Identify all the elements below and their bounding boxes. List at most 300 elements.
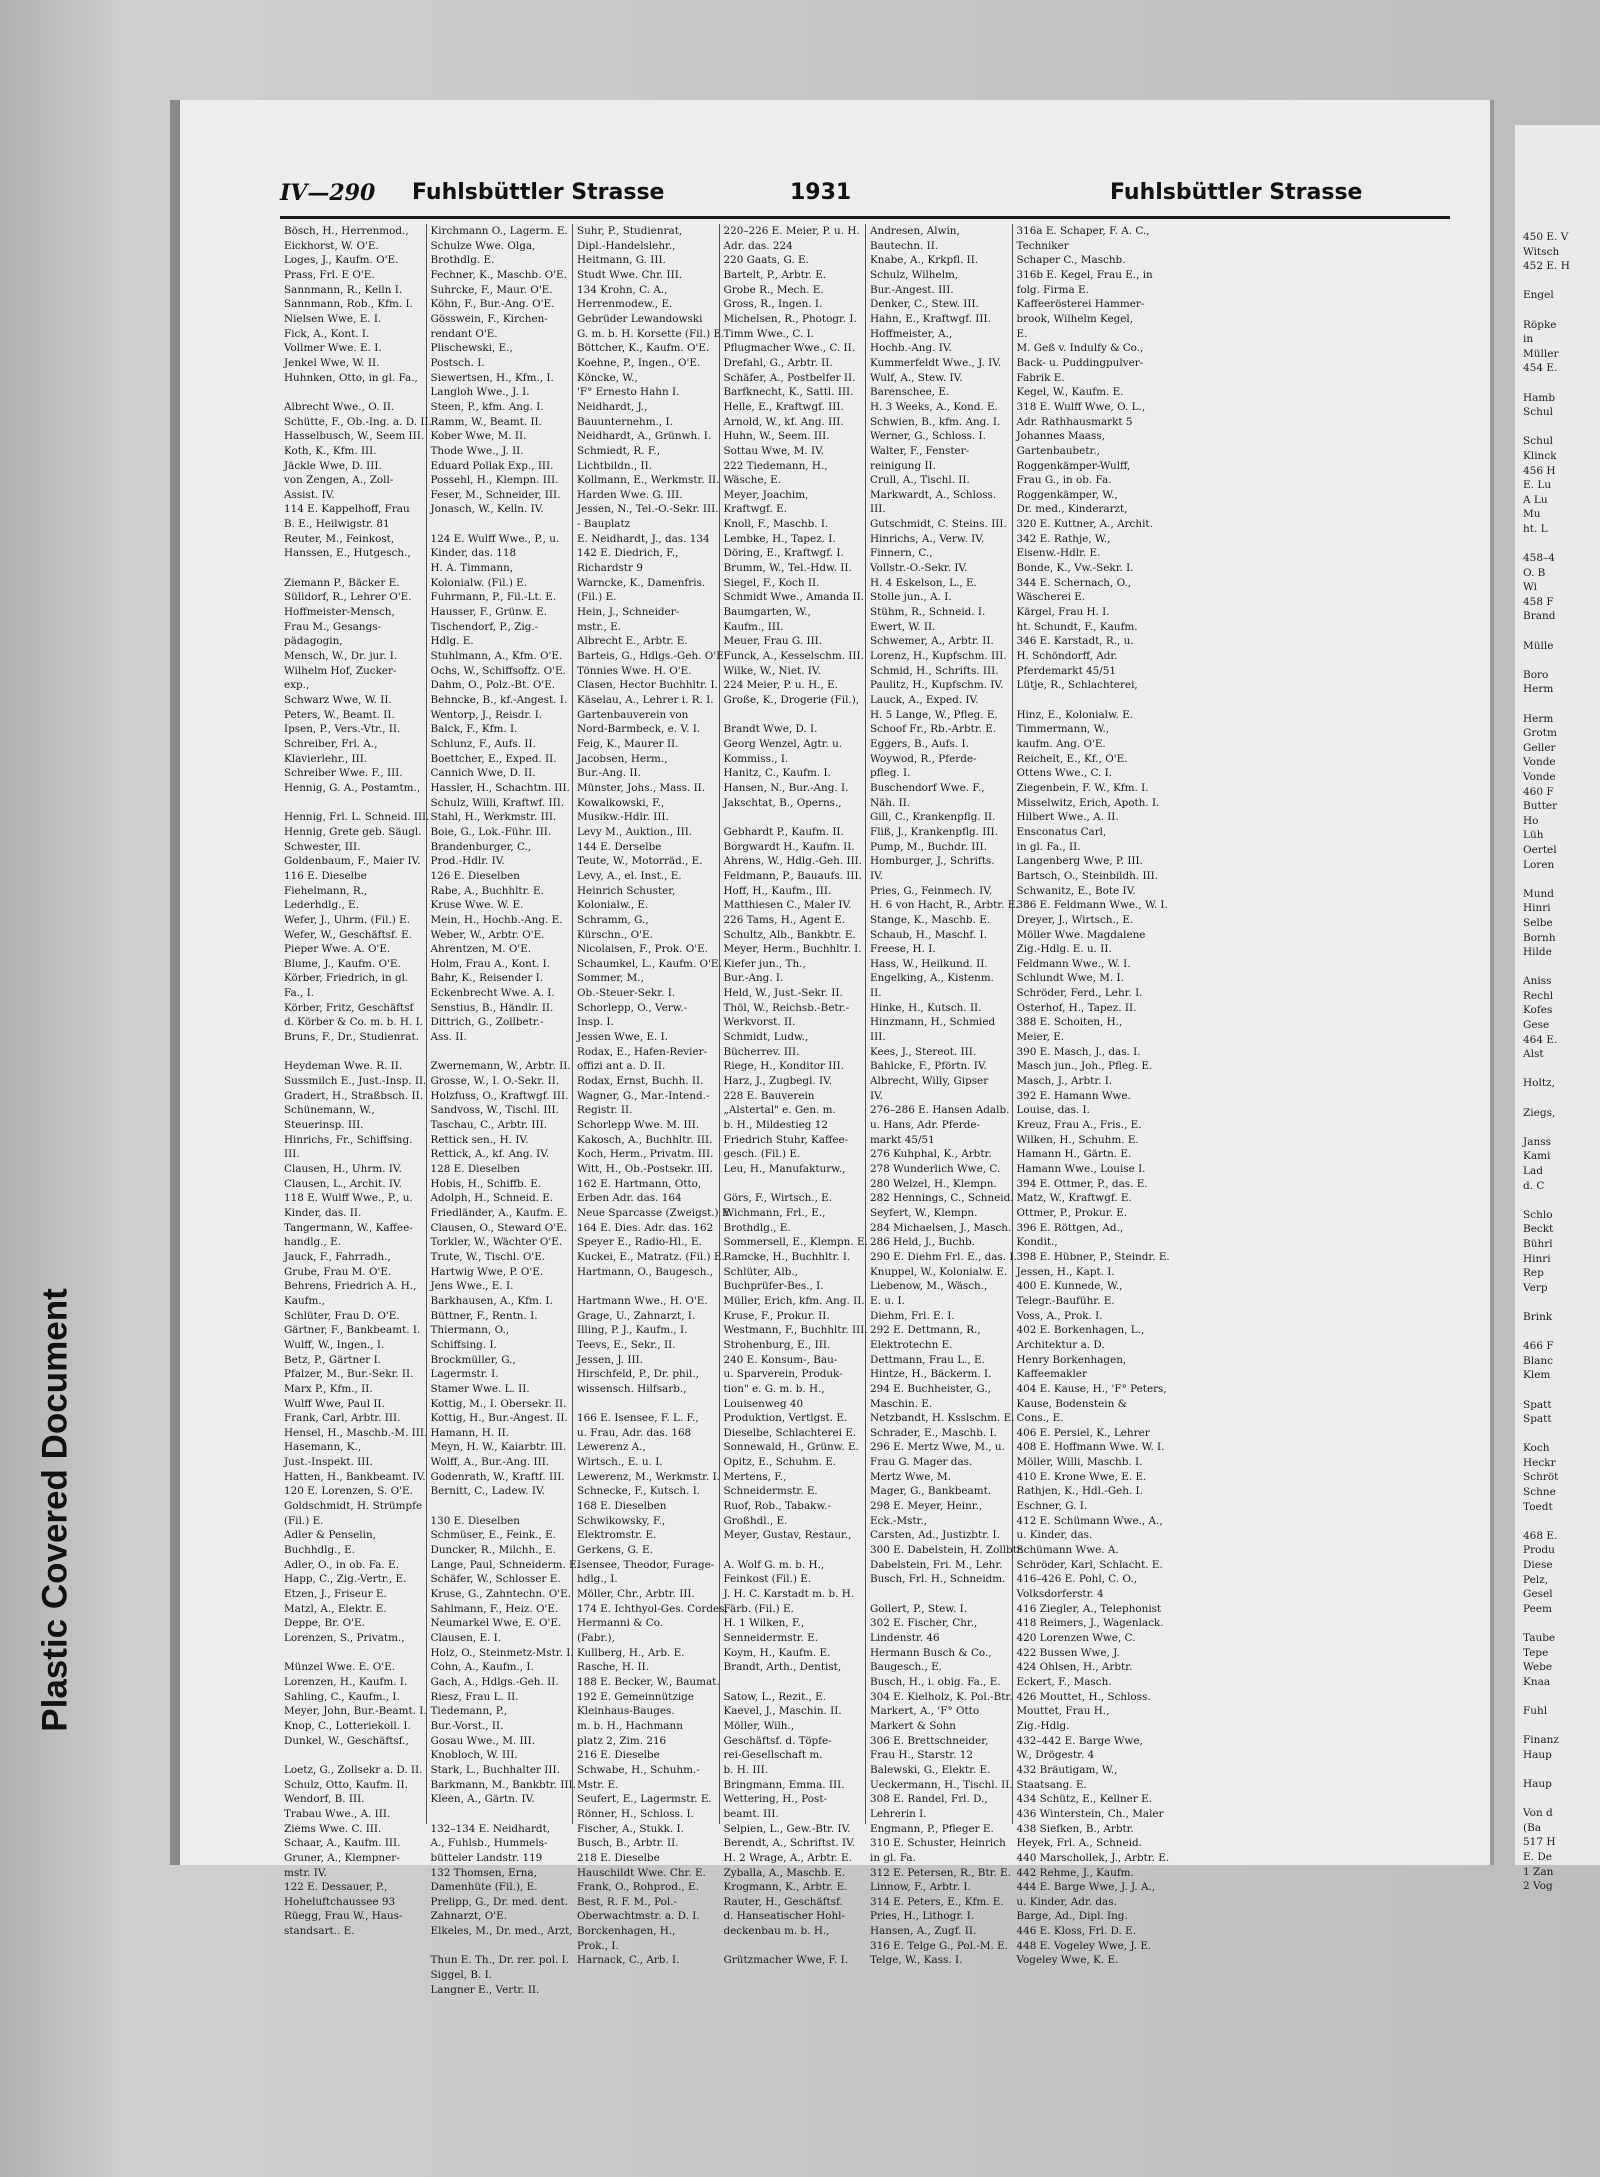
directory-entry: Oberwachtmstr. a. D. I.: [577, 1910, 700, 1923]
directory-entry: folg. Firma E.: [1016, 283, 1089, 296]
facing-entry: [1523, 1514, 1600, 1529]
directory-entry: Hoffmeister, A.,: [870, 327, 953, 340]
directory-entry: Elektromstr. E.: [577, 1529, 657, 1542]
facing-entry: Kofes: [1523, 1004, 1553, 1017]
facing-entry: Röpke: [1523, 318, 1557, 331]
directory-entry: Hennig, Grete geb. Säugl.: [284, 825, 422, 838]
directory-entry: Ensconatus Carl,: [1016, 825, 1107, 838]
directory-entry: Ramm, W., Beamt. II.: [430, 415, 542, 428]
directory-entry: Heitmann, G. III.: [577, 254, 666, 267]
directory-entry: [284, 385, 423, 400]
directory-entry: Siewertsen, H., Kfm., I.: [430, 371, 554, 384]
directory-entry: Lorenz, H., Kupfschm. III.: [870, 650, 1007, 663]
facing-entry: Haup: [1523, 1748, 1552, 1761]
directory-entry: Gebrüder Lewandowski: [577, 312, 703, 325]
directory-entry: Dieselbe, Schlachterei E.: [723, 1426, 857, 1439]
facing-entry: d. C: [1523, 1179, 1545, 1192]
directory-entry: H. 2 Wrage, A., Arbtr. E.: [723, 1851, 852, 1864]
directory-entry: Hermann Busch & Co.,: [870, 1646, 992, 1659]
directory-entry: Bahr, K., Reisender I.: [430, 972, 544, 985]
facing-entry: Alst: [1523, 1048, 1544, 1061]
directory-entry: Vogeley Wwe, K. E.: [1016, 1954, 1119, 1967]
directory-entry: Bur.-Ang. I.: [723, 972, 784, 985]
directory-entry: Große, K., Drogerie (Fil.),: [723, 694, 860, 706]
directory-entry: Koym, H., Kaufm. E.: [723, 1646, 831, 1659]
directory-entry: Möller, Wilh.,: [723, 1719, 795, 1732]
facing-entry: 464 E.: [1523, 1033, 1558, 1046]
directory-entry: II.: [870, 987, 882, 1000]
directory-entry: 404 E. Kause, H., 'F° Peters,: [1016, 1382, 1167, 1395]
facing-entry: 466 F: [1523, 1340, 1554, 1353]
facing-entry: [1523, 536, 1600, 551]
directory-entry: Back- u. Puddingpulver-: [1016, 356, 1144, 369]
directory-entry: Fa., I.: [284, 987, 315, 1000]
facing-entry: [1523, 420, 1600, 435]
directory-entry: Dittrich, G., Zollbetr.-: [430, 1016, 544, 1029]
directory-entry: B. E., Heilwigstr. 81: [284, 518, 390, 531]
directory-entry: Engelking, A., Kistenm.: [870, 972, 994, 985]
directory-entry: Diehm, Frl. E. I.: [870, 1309, 955, 1322]
directory-entry: 278 Wunderlich Wwe, C.: [870, 1163, 1001, 1175]
facing-entry: (Ba: [1523, 1821, 1542, 1834]
directory-entry: 294 E. Buchheister, G.,: [870, 1382, 991, 1395]
directory-entry: platz 2, Zim. 216: [577, 1734, 667, 1747]
directory-columns: [280, 224, 1452, 1996]
directory-entry: Illing, P. J., Kaufm., I.: [577, 1324, 688, 1337]
directory-entry: Musikw.-Hdlr. III.: [577, 811, 669, 824]
directory-entry: Hoheluftchaussee 93: [284, 1895, 396, 1908]
directory-entry: 132 Thomsen, Erna,: [430, 1866, 537, 1879]
directory-entry: Suhrcke, F., Maur. O'E.: [430, 283, 553, 296]
directory-entry: Schlundt Wwe, M. I.: [1016, 972, 1124, 985]
directory-entry: 296 E. Mertz Wwe, M., u.: [870, 1441, 1005, 1454]
facing-entry: O. B: [1523, 566, 1546, 579]
directory-entry: Görs, F., Wirtsch., E.: [723, 1192, 833, 1205]
directory-entry: Sommersell, E., Klempn. E.: [723, 1236, 868, 1249]
directory-entry: Volksdorferstr. 4: [1016, 1588, 1104, 1601]
directory-entry: Busch, H., i. obig. Fa., E.: [870, 1675, 1001, 1688]
facing-entry: [1523, 1616, 1600, 1631]
directory-entry: Büttner, F., Rentn. I.: [430, 1309, 538, 1322]
directory-entry: Georg Wenzel, Agtr. u.: [723, 737, 843, 750]
directory-entry: u. Hans, Adr. Pferde-: [870, 1119, 981, 1132]
directory-entry: Nielsen Wwe, E. I.: [284, 312, 382, 325]
directory-entry: Hoff, H., Kaufm., III.: [723, 884, 832, 897]
directory-entry: 130 E. Dieselben: [430, 1514, 520, 1527]
directory-entry: 220 Gaats, G. E.: [723, 254, 809, 267]
directory-entry: Kause, Bodenstein &: [1016, 1397, 1127, 1410]
directory-entry: [284, 1045, 423, 1060]
directory-entry: Fuhrmann, P., Fil.-Lt. E.: [430, 591, 557, 604]
directory-entry: 276 Kuhphal, K., Arbtr.: [870, 1148, 992, 1161]
directory-column-5: [866, 224, 1024, 1967]
directory-entry: Ramcke, H., Buchhltr. I.: [723, 1250, 851, 1263]
facing-entry: Ho: [1523, 814, 1539, 827]
directory-entry: Eck.-Mstr.,: [870, 1514, 928, 1527]
directory-entry: Denker, C., Stew. III.: [870, 298, 979, 311]
directory-entry: Damenhüte (Fil.), E.: [430, 1881, 538, 1894]
directory-entry: Kees, J., Stereot. III.: [870, 1045, 977, 1058]
directory-entry: d. Hanseatischer Hohl-: [723, 1910, 845, 1923]
facing-entry: Janss: [1523, 1135, 1552, 1148]
directory-entry: Harden Wwe. G. III.: [577, 488, 683, 501]
directory-entry: [284, 561, 423, 576]
directory-entry: Senstius, B., Händlr. II.: [430, 1001, 554, 1014]
directory-entry: Brandt Wwe, D. I.: [723, 723, 818, 736]
directory-entry: Knop, C., Lotteriekoll. I.: [284, 1719, 411, 1732]
directory-entry: Meyer, John, Bur.-Beamt. I.: [284, 1705, 427, 1718]
facing-entry: in: [1523, 333, 1534, 346]
facing-entry: Gese: [1523, 1019, 1550, 1032]
directory-entry: Henry Borkenhagen,: [1016, 1353, 1127, 1366]
facing-entry: Hinri: [1523, 1252, 1551, 1265]
directory-entry: Kleinhaus-Bauges.: [577, 1705, 675, 1718]
directory-entry: Bahlcke, F., Pförtn. IV.: [870, 1060, 987, 1073]
directory-entry: E. u. I.: [870, 1294, 905, 1307]
directory-entry: Bücherrev. III.: [723, 1045, 800, 1058]
directory-entry: Heinrich Schuster,: [577, 884, 676, 897]
directory-entry: Knabe, A., Krkpfl. II.: [870, 254, 979, 267]
directory-entry: Trabau Wwe., A. III.: [284, 1807, 391, 1820]
directory-entry: E.: [1016, 327, 1028, 340]
facing-entry: Grotm: [1523, 727, 1557, 740]
directory-entry: Gradert, H., Straßbsch. II.: [284, 1089, 423, 1102]
directory-entry: Färb. (Fil.) E.: [723, 1602, 794, 1615]
directory-entry: [284, 1748, 423, 1763]
directory-entry: 306 E. Brettschneider,: [870, 1734, 989, 1747]
directory-entry: Funck, A., Kesselschm. III.: [723, 650, 864, 663]
facing-entry: [1523, 1062, 1600, 1077]
directory-entry: Bartsch, O., Steinbildh. III.: [1016, 869, 1159, 882]
directory-entry: Borckenhagen, H.,: [577, 1925, 676, 1938]
directory-entry: rendant O'E.: [430, 327, 498, 340]
directory-entry: 124 E. Wulff Wwe., P., u.: [430, 532, 560, 545]
directory-entry: Ziems Wwe. C. III.: [284, 1822, 382, 1835]
directory-entry: Schiffsing. I.: [430, 1338, 497, 1351]
directory-entry: Zig.-Hdlg.: [1016, 1719, 1070, 1732]
directory-entry: 402 E. Borkenhagen, L.,: [1016, 1324, 1145, 1337]
directory-entry: 280 Welzel, H., Klempn.: [870, 1177, 997, 1190]
directory-entry: [1017, 693, 1157, 708]
directory-entry: 192 E. Gemeinnützige: [577, 1690, 694, 1703]
directory-entry: Frau M., Gesangs-: [284, 620, 382, 633]
directory-entry: Bauunternehm., I.: [577, 415, 673, 428]
directory-entry: Feldmann, P., Bauaufs. III.: [723, 869, 862, 882]
directory-entry: Herrenmodew., E.: [577, 298, 673, 311]
facing-entry: Hilde: [1523, 946, 1552, 959]
directory-entry: Wäscherei E.: [1016, 591, 1086, 604]
directory-entry: Grube, Frau M. O'E.: [284, 1265, 392, 1278]
directory-entry: Dettmann, Frau L., E.: [870, 1353, 985, 1366]
directory-entry: 438 Siefken, B., Arbtr.: [1016, 1822, 1134, 1835]
facing-entry: Müller: [1523, 347, 1559, 360]
directory-entry: 410 E. Krone Wwe, E. E.: [1016, 1470, 1147, 1483]
directory-entry: 116 E. Dieselbe: [284, 869, 367, 882]
directory-entry: Kleen, A., Gärtn. IV.: [430, 1793, 535, 1806]
facing-page-text: [1515, 125, 1600, 1894]
directory-entry: Arnold, W., kf. Ang. III.: [723, 415, 844, 428]
directory-entry: H. Schöndorff, Adr.: [1016, 650, 1118, 663]
directory-entry: Stolle jun., A. I.: [870, 591, 952, 604]
directory-entry: 188 E. Becker, W., Baumat.: [577, 1675, 720, 1688]
directory-entry: Grobe R., Mech. E.: [723, 283, 824, 296]
facing-entry: ht. L: [1523, 522, 1548, 535]
directory-entry: Lichtbildn., II.: [577, 459, 652, 472]
directory-entry: Kaufm., III.: [723, 620, 784, 633]
directory-entry: Zig.-Hdlg. E. u. II.: [1016, 943, 1112, 956]
facing-entry: Haup: [1523, 1777, 1552, 1790]
directory-entry: Freese, H. I.: [870, 943, 936, 956]
directory-entry: Frank, Carl, Arbtr. III.: [284, 1412, 401, 1425]
directory-entry: Kullberg, H., Arb. E.: [577, 1646, 685, 1659]
directory-entry: Schaper C., Maschb.: [1016, 254, 1126, 267]
directory-entry: Müller, Erich, kfm. Ang. II.: [723, 1294, 865, 1307]
directory-entry: Adr. das. 224: [723, 239, 793, 252]
directory-entry: Mertens, F.,: [723, 1470, 787, 1483]
directory-entry: Bur.-Angest. III.: [870, 283, 954, 296]
directory-entry: Köncke, W.,: [577, 371, 638, 384]
directory-entry: Lewerenz, M., Werkmstr. I.: [577, 1470, 720, 1483]
directory-entry: wissensch. Hilfsarb.,: [577, 1382, 687, 1395]
directory-entry: Possehl, H., Klempn. III.: [430, 474, 559, 487]
directory-entry: Heyek, Frl. A., Schneid.: [1016, 1837, 1142, 1850]
directory-entry: Jessen, H., Kapt. I.: [1016, 1265, 1115, 1278]
directory-entry: Balck, F., Kfm. I.: [430, 723, 518, 736]
facing-entry: [1523, 1689, 1600, 1704]
facing-entry: Bührl: [1523, 1237, 1553, 1250]
directory-entry: Ahrentzen, M. O'E.: [430, 943, 532, 956]
directory-entry: Feser, M., Schneider, III.: [430, 488, 561, 501]
directory-column-3: [573, 224, 733, 1967]
directory-entry: Möller Wwe. Magdalene: [1016, 928, 1146, 941]
directory-entry: Albrecht, Willy, Gipser: [870, 1075, 989, 1088]
facing-entry: Beckt: [1523, 1223, 1554, 1236]
directory-entry: Marx P., Kfm., II.: [284, 1382, 373, 1395]
directory-entry: markt 45/51: [870, 1133, 935, 1146]
directory-entry: Mensch, W., Dr. jur. I.: [284, 650, 398, 663]
facing-entry: Schröt: [1523, 1471, 1559, 1484]
directory-entry: 432 Bräutigam, W.,: [1016, 1763, 1118, 1776]
directory-entry: Schwien, B., kfm. Ang. I.: [870, 415, 1001, 428]
directory-entry: mstr., E.: [577, 620, 621, 633]
directory-entry: Sahling, C., Kaufm., I.: [284, 1690, 400, 1703]
directory-entry: 128 E. Dieselben: [430, 1163, 520, 1175]
directory-entry: [870, 1587, 1009, 1602]
directory-entry: 302 E. Fischer, Chr.,: [870, 1617, 978, 1630]
directory-entry: Jonasch, W., Kelln. IV.: [430, 503, 544, 516]
directory-entry: 346 E. Karstadt, R., u.: [1016, 635, 1134, 648]
facing-entry: [1523, 960, 1600, 975]
directory-entry: Hasemann, K.,: [284, 1441, 362, 1454]
directory-entry: Pferdemarkt 45/51: [1016, 664, 1116, 677]
directory-entry: 'F° Ernesto Hahn I.: [577, 386, 680, 399]
directory-entry: Münster, Johs., Mass. II.: [577, 781, 706, 794]
directory-entry: Schröder, Ferd., Lehr. I.: [1016, 987, 1143, 1000]
directory-entry: Thode Wwe., J. II.: [430, 444, 524, 457]
directory-entry: - Bauplatz: [577, 518, 631, 531]
directory-entry: Dr. med., Kinderarzt,: [1016, 503, 1128, 516]
directory-entry: Albrecht Wwe., O. II.: [284, 400, 395, 413]
directory-entry: 126 E. Dieselben: [430, 869, 520, 882]
directory-entry: Adr. Rathhausmarkt 5: [1016, 415, 1133, 428]
facing-entry: A Lu: [1523, 493, 1548, 506]
directory-entry: 304 E. Kielholz, K. Pol.-Btr.: [870, 1690, 1013, 1703]
directory-entry: Happ, C., Zig.-Vertr., E.: [284, 1573, 407, 1586]
facing-entry: Produ: [1523, 1544, 1555, 1557]
directory-entry: Kondit.,: [1016, 1236, 1058, 1249]
directory-entry: Bonde, K., Vw.-Sekr. I.: [1016, 562, 1134, 575]
directory-entry: Rüegg, Frau W., Haus-: [284, 1910, 403, 1923]
directory-entry: Architektur a. D.: [1016, 1338, 1105, 1351]
directory-entry: Rauter, H., Geschäftsf.: [723, 1895, 843, 1908]
directory-entry: Barkmann, M., Bankbtr. III.: [430, 1778, 576, 1791]
facing-entry: [1523, 697, 1600, 712]
directory-entry: Clausen, E. I.: [430, 1632, 502, 1644]
facing-entry: Schne: [1523, 1486, 1556, 1499]
directory-entry: Trute, W., Tischl. O'E.: [430, 1250, 546, 1263]
directory-entry: [724, 708, 863, 723]
directory-entry: Wilke, W., Niet. IV.: [723, 664, 821, 677]
directory-entry: Stark, L., Buchhalter III.: [430, 1763, 560, 1776]
directory-entry: Wilken, H., Schuhm. E.: [1016, 1133, 1139, 1146]
directory-entry: reinigung II.: [870, 459, 936, 472]
directory-entry: Kürschn., O'E.: [577, 928, 653, 941]
directory-entry: Dabelstein, Fri. M., Lehr.: [870, 1558, 1003, 1571]
directory-entry: H. 3 Weeks, A., Kond. E.: [870, 400, 998, 413]
directory-entry: 292 E. Dettmann, R.,: [870, 1324, 981, 1337]
directory-entry: Buchprüfer-Bes., I.: [723, 1280, 824, 1293]
directory-entry: Hein, J., Schneider-: [577, 606, 680, 619]
directory-entry: Teevs, E., Sekr., II.: [577, 1338, 676, 1351]
directory-entry: Brockmüller, G.,: [430, 1353, 516, 1366]
directory-entry: Misselwitz, Erich, Apoth. I.: [1016, 796, 1160, 809]
directory-entry: Kuckei, E., Matratz. (Fil.) E.: [577, 1250, 725, 1263]
directory-entry: Godenrath, W., Kraftf. III.: [430, 1470, 565, 1483]
directory-entry: 218 E. Dieselbe: [577, 1851, 660, 1864]
directory-entry: standsart.. E.: [284, 1925, 355, 1938]
facing-entry: Peem: [1523, 1602, 1552, 1615]
facing-entry: E. Lu: [1523, 479, 1552, 492]
directory-entry: Wilhelm Hof, Zucker-: [284, 664, 397, 677]
directory-entry: 316b E. Kegel, Frau E., in: [1016, 268, 1153, 281]
facing-entry: Herm: [1523, 683, 1554, 696]
directory-entry: Sonnewald, H., Grünw. E.: [723, 1441, 859, 1454]
directory-entry: Just.-Inspekt. III.: [284, 1456, 373, 1469]
directory-entry: Bösch, H., Herrenmod.,: [284, 225, 409, 237]
directory-entry: Hinke, H., Kutsch. II.: [870, 1001, 982, 1014]
directory-entry: Clausen, O., Steward O'E.: [430, 1221, 567, 1234]
directory-entry: Feinkost (Fil.) E.: [723, 1573, 812, 1586]
directory-entry: Grützmacher Wwe, F. I.: [723, 1954, 849, 1967]
directory-entry: Gösswein, F., Kirchen-: [430, 312, 548, 325]
directory-entry: Jäckle Wwe, D. III.: [284, 459, 382, 472]
directory-entry: Eggers, B., Aufs. I.: [870, 737, 969, 750]
directory-entry: Friedländer, A., Kaufm. E.: [430, 1206, 568, 1219]
directory-entry: Markert & Sohn: [870, 1719, 957, 1732]
directory-entry: in gl. Fa., II.: [1016, 840, 1081, 853]
facing-entry: Taube: [1523, 1632, 1556, 1644]
directory-entry: Hermanni & Co.: [577, 1617, 664, 1630]
directory-entry: Neue Sparcasse (Zweigst.) E.: [577, 1206, 733, 1219]
directory-entry: Baugesch., E.: [870, 1661, 942, 1674]
facing-entry: 458 F: [1523, 595, 1554, 608]
facing-entry: Diese: [1523, 1559, 1553, 1572]
directory-entry: Dipl.-Handelslehr.,: [577, 239, 676, 252]
directory-entry: gesch. (Fil.) E.: [723, 1148, 801, 1161]
directory-entry: III.: [870, 503, 886, 516]
directory-entry: Buchhdlg., E.: [284, 1544, 355, 1557]
directory-entry: Neumarkel Wwe, E. O'E.: [430, 1617, 562, 1630]
directory-entry: Dahm, O., Polz.-Bt. O'E.: [430, 679, 556, 692]
directory-entry: Wulff, W., Ingen., I.: [284, 1338, 385, 1351]
directory-entry: Koth, K., Kfm. III.: [284, 444, 377, 457]
directory-entry: Michelsen, R., Photogr. I.: [723, 312, 857, 325]
directory-entry: Holm, Frau A., Kont. I.: [430, 957, 550, 970]
directory-entry: Rettick, A., kf. Ang. IV.: [430, 1148, 550, 1161]
directory-entry: Insp. I.: [577, 1016, 614, 1029]
directory-entry: 442 Rehme, J., Kaufm.: [1016, 1866, 1134, 1879]
directory-entry: Schorlepp Wwe. M. III.: [577, 1119, 700, 1132]
directory-entry: Gach, A., Hdlgs.-Geh. II.: [430, 1675, 559, 1688]
directory-entry: Kaufm.,: [284, 1294, 325, 1307]
directory-entry: Gruner, A., Klempner-: [284, 1851, 400, 1864]
directory-entry: Schwikowsky, F.,: [577, 1514, 666, 1527]
directory-entry: Barkhausen, A., Kfm. I.: [430, 1294, 553, 1307]
directory-entry: Levy M., Auktion., III.: [577, 825, 693, 838]
directory-entry: Studt Wwe. Chr. III.: [577, 268, 683, 281]
directory-entry: Dreyer, J., Wirtsch., E.: [1016, 913, 1134, 926]
directory-entry: Schorlepp, O., Verw.-: [577, 1001, 688, 1014]
directory-entry: Kakosch, A., Buchhltr. III.: [577, 1133, 713, 1146]
directory-entry: 276–286 E. Hansen Adalb.: [870, 1104, 1010, 1117]
directory-entry: Hahn, E., Kraftwgf. III.: [870, 312, 991, 325]
directory-entry: Ass. II.: [430, 1031, 467, 1044]
directory-entry: Schmidt Wwe., Amanda II.: [723, 591, 864, 604]
directory-entry: Kaffeemakler: [1016, 1368, 1087, 1381]
directory-entry: Mstr. E.: [577, 1778, 619, 1791]
directory-entry: Adler, O., in ob. Fa. E.: [284, 1558, 399, 1571]
directory-entry: Etzen, J., Friseur E.: [284, 1588, 387, 1601]
directory-entry: Näh. II.: [870, 796, 911, 809]
directory-entry: Hansen, A., Zugf. II.: [870, 1925, 977, 1938]
directory-entry: Pieper Wwe. A. O'E.: [284, 943, 391, 956]
directory-entry: 386 E. Feldmann Wwe., W. I.: [1016, 899, 1168, 912]
directory-entry: 118 E. Wulff Wwe., P., u.: [284, 1192, 413, 1205]
directory-entry: [577, 1397, 716, 1412]
directory-entry: Wefer, W., Geschäftsf. E.: [284, 928, 412, 941]
directory-entry: 122 E. Dessauer, P.,: [284, 1881, 388, 1894]
facing-entry: Wi: [1523, 581, 1537, 594]
directory-entry: Gartenbauverein von: [577, 708, 689, 721]
directory-entry: Schmid, H., Schrifts. III.: [870, 664, 999, 677]
facing-entry: Fuhl: [1523, 1704, 1548, 1717]
directory-entry: M. Geß v. Indulfy & Co.,: [1016, 342, 1144, 355]
directory-entry: Werner, G., Schloss. I.: [870, 430, 986, 443]
directory-entry: Jessen, J. III.: [577, 1353, 644, 1366]
directory-entry: Westmann, F., Buchhltr. III.: [723, 1324, 868, 1337]
directory-entry: Frau G. Mager das.: [870, 1456, 973, 1469]
directory-entry: Kummerfeldt Wwe., J. IV.: [870, 356, 1002, 369]
directory-entry: beamt. III.: [723, 1807, 779, 1820]
directory-entry: 342 E. Rathje, W.,: [1016, 532, 1111, 545]
directory-entry: Best, R. F. M., Pol.-: [577, 1895, 678, 1908]
directory-entry: Kottig, M., I. Obersekr. II.: [430, 1397, 567, 1410]
directory-entry: Leu, H., Manufakturw.,: [723, 1163, 846, 1175]
directory-entry: Schlüter, Alb.,: [723, 1265, 798, 1278]
directory-entry: Sülldorf, R., Lehrer O'E.: [284, 591, 412, 604]
directory-entry: Münzel Wwe. E. O'E.: [284, 1661, 396, 1674]
directory-entry: Hauschildt Wwe. Chr. E.: [577, 1866, 706, 1879]
